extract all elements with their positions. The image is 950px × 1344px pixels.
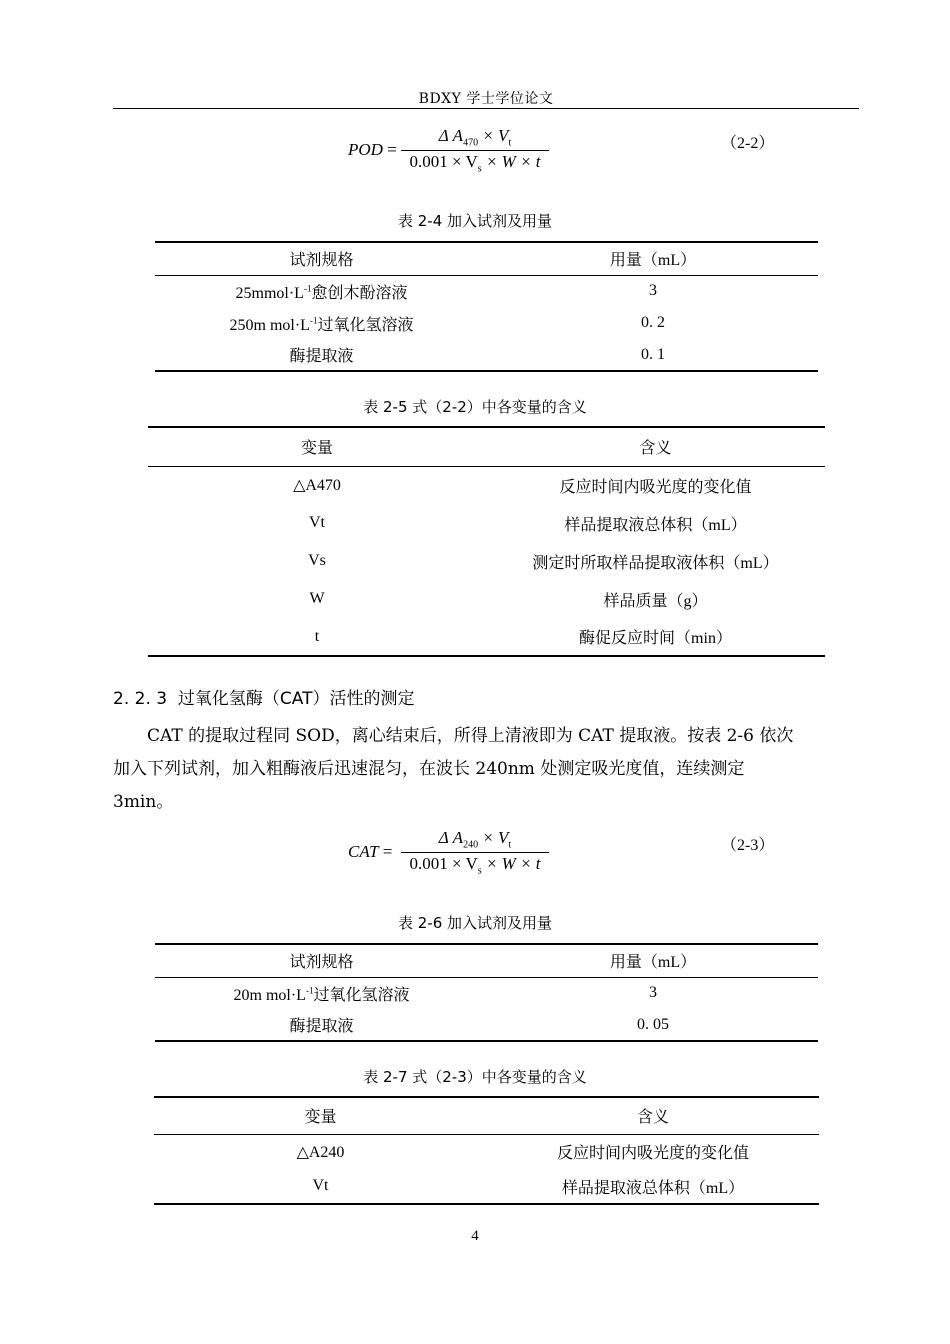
reagent-cell: $25mmol\cdot L^{-1}$愈创木酚溶液 — [235, 283, 408, 302]
variable-cell: △A470 — [293, 477, 341, 495]
formula-lhs: POD = — [348, 140, 397, 159]
reagent-cell: 250m $mol\cdot L^{-1}$过氧化氢溶液 — [229, 315, 414, 334]
formula-denominator: $0.001 \times V_s \times W \times t$ — [409, 854, 541, 877]
running-header: BDXY 学士学位论文 — [418, 91, 554, 107]
meaning-cell: 反应时间内吸光度的变化值 — [559, 478, 752, 496]
formula-denominator: $0.001 \times V_s \times W \times t$ — [409, 152, 541, 175]
column-header: 变量 — [304, 1109, 337, 1127]
variable-table-2-7 — [154, 1096, 819, 1205]
table-header-row — [154, 1097, 819, 1134]
table-caption: 表 2-5 式（2-2）中各变量的含义 — [363, 398, 587, 416]
formula-lhs: CAT = — [348, 842, 393, 861]
reagent-cell: 20m $mol\cdot L^{-1}$过氧化氢溶液 — [233, 985, 410, 1004]
fraction-bar — [401, 852, 549, 853]
column-header: 含义 — [636, 1109, 669, 1127]
column-header: 试剂规格 — [289, 954, 354, 972]
meaning-cell: 酶促反应时间（min） — [579, 630, 732, 647]
paragraph-line: 加入下列试剂，加入粗酶液后迅速混匀，在波长 240nm 处测定吸光度值，连续测定 — [113, 759, 745, 779]
meaning-cell: 测定时所取样品提取液体积（mL） — [532, 554, 779, 572]
equation-number: （2-3） — [721, 837, 775, 854]
column-header: 用量（mL） — [609, 252, 697, 270]
amount-cell: 3 — [649, 282, 657, 300]
section-number: 2. 2. 3 — [113, 689, 168, 709]
meaning-cell: 样品提取液总体积（mL） — [561, 1179, 745, 1197]
table-header-row — [155, 242, 818, 275]
meaning-cell: 样品提取液总体积（mL） — [564, 516, 747, 534]
variable-cell: △A240 — [296, 1143, 345, 1161]
reagent-table-2-4 — [155, 241, 818, 372]
table-row — [154, 1134, 819, 1169]
table-caption: 表 2-7 式（2-3）中各变量的含义 — [363, 1068, 587, 1086]
table-header-row — [148, 427, 825, 466]
variable-cell: W — [309, 590, 325, 607]
amount-cell: 0. 2 — [641, 314, 665, 331]
table-row — [155, 1009, 818, 1041]
table-row — [154, 1169, 819, 1204]
table-row — [155, 977, 818, 1009]
variable-cell: Vs — [308, 552, 326, 569]
page-number: 4 — [471, 1228, 479, 1244]
section-title: 过氧化氢酶（CAT）活性的测定 — [177, 689, 415, 709]
formula-numerator: Δ $A_{240} \times V_t$ — [438, 828, 512, 851]
reagent-table-2-6 — [155, 943, 818, 1042]
amount-cell: 3 — [649, 984, 657, 1002]
formula-numerator: Δ $A_{470} \times V_t$ — [438, 126, 512, 149]
reagent-cell: 酶提取液 — [289, 1018, 354, 1035]
meaning-cell: 反应时间内吸光度的变化值 — [556, 1145, 749, 1163]
table-row — [148, 580, 825, 618]
variable-cell: Vt — [309, 514, 325, 531]
column-header: 含义 — [639, 440, 672, 458]
table-row — [148, 618, 825, 656]
variable-table-2-5 — [148, 426, 825, 657]
header-rule — [113, 108, 859, 109]
paragraph-line: CAT 的提取过程同 SOD，离心结束后，所得上清液即为 CAT 提取液。按表 2-6 依次 — [147, 726, 794, 746]
meaning-cell: 样品质量（g） — [603, 592, 708, 610]
table-row — [155, 339, 818, 371]
equation-number: （2-2） — [721, 135, 775, 152]
table-row — [155, 307, 818, 339]
table-row — [148, 466, 825, 504]
fraction-bar — [401, 150, 549, 151]
table-caption: 表 2-6 加入试剂及用量 — [397, 914, 553, 932]
amount-cell: 0. 05 — [637, 1015, 669, 1033]
reagent-cell: 酶提取液 — [289, 348, 354, 365]
column-header: 变量 — [300, 440, 333, 458]
paragraph-line: 3min。 — [113, 792, 174, 812]
column-header: 用量（mL） — [609, 954, 697, 972]
body-paragraph — [113, 720, 859, 819]
table-caption: 表 2-4 加入试剂及用量 — [397, 212, 553, 230]
section-heading — [113, 684, 414, 709]
amount-cell: 0. 1 — [641, 345, 665, 363]
column-header: 试剂规格 — [289, 252, 354, 270]
table-row — [155, 275, 818, 307]
table-header-row — [155, 944, 818, 977]
table-row — [148, 542, 825, 580]
table-row — [148, 504, 825, 542]
variable-cell: t — [314, 627, 320, 645]
variable-cell: Vt — [312, 1177, 329, 1194]
